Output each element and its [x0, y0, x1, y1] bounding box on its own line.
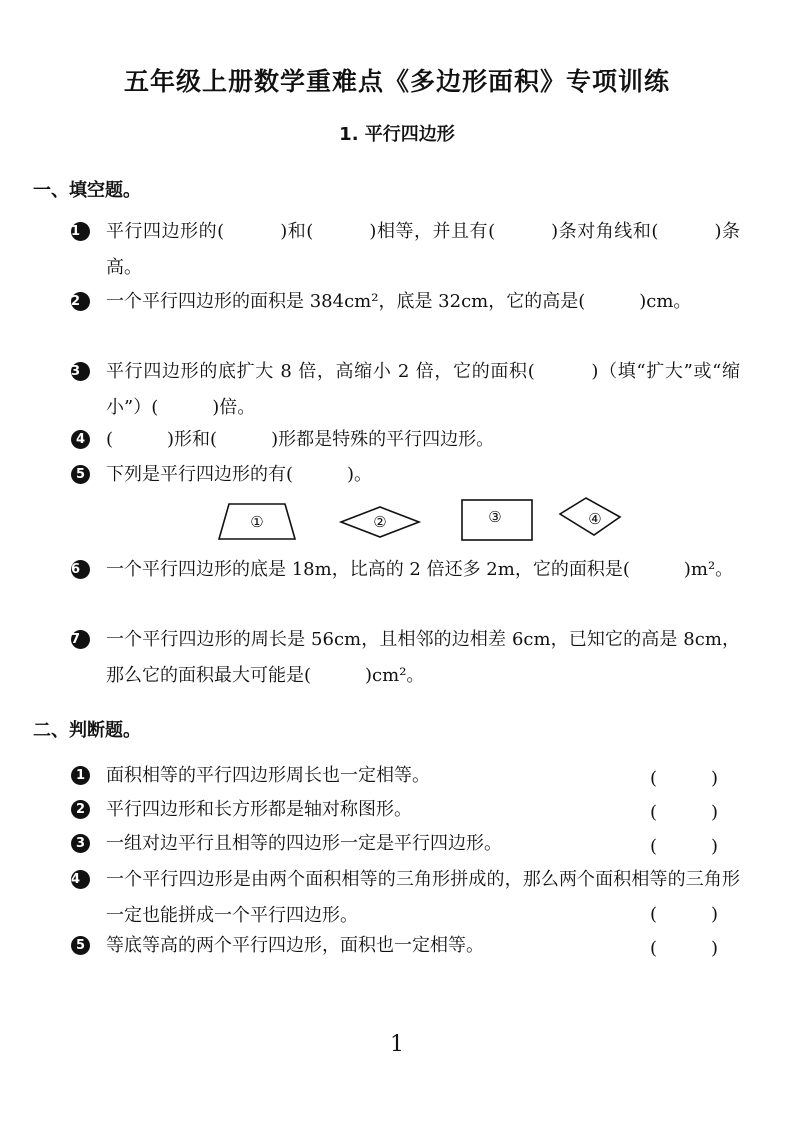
- answer-paren-2[interactable]: ( ): [650, 802, 719, 823]
- section-heading-fill-in: 一、填空题。: [33, 180, 141, 201]
- shape-label-1: ①: [250, 513, 264, 531]
- question-text: 一个平行四边形是由两个面积相等的三角形拼成的，那么两个面积相等的三角形一定也能拼成一个平行四边形。: [106, 869, 740, 926]
- question-text: ( )形和( )形都是特殊的平行四边形。: [106, 429, 495, 450]
- judge-question-3: [76, 826, 740, 862]
- section-heading-judgment: 二、判断题。: [33, 720, 141, 741]
- question-number: 2: [71, 800, 90, 819]
- judge-question-5: [76, 928, 740, 964]
- fill-question-5: [76, 457, 740, 493]
- question-number: 3: [71, 362, 90, 381]
- question-number: 2: [71, 292, 90, 311]
- question-number: 1: [71, 222, 90, 241]
- shape-drawings: [215, 494, 635, 554]
- question-number: 3: [71, 834, 90, 853]
- fill-question-1: [71, 214, 740, 286]
- page-title: 五年级上册数学重难点《多边形面积》专项训练: [123, 67, 670, 96]
- answer-paren-5[interactable]: ( ): [650, 938, 719, 959]
- question-text: 面积相等的平行四边形周长也一定相等。: [106, 765, 430, 786]
- shape-label-2: ②: [373, 513, 387, 531]
- question-number: 5: [71, 465, 90, 484]
- answer-paren-4[interactable]: ( ): [650, 904, 719, 925]
- question-text: 一个平行四边形的面积是 384cm²，底是 32cm，它的高是( )cm。: [106, 291, 692, 312]
- question-text: 平行四边形的( )和( )相等，并且有( )条对角线和( )条高。: [106, 221, 740, 278]
- question-text: 平行四边形的底扩大 8 倍，高缩小 2 倍，它的面积( )（填“扩大”或“缩小”）( )倍。: [106, 361, 740, 418]
- shape-label-4: ④: [588, 510, 602, 528]
- question-number: 5: [71, 936, 90, 955]
- question-number: 4: [71, 870, 90, 889]
- answer-paren-3[interactable]: ( ): [650, 836, 719, 857]
- question-text: 一组对边平行且相等的四边形一定是平行四边形。: [106, 833, 502, 854]
- shape-label-3: ③: [488, 508, 502, 526]
- question-text: 平行四边形和长方形都是轴对称图形。: [106, 799, 412, 820]
- question-number: 4: [71, 430, 90, 449]
- page-subtitle: 1. 平行四边形: [339, 124, 455, 145]
- answer-paren-1[interactable]: ( ): [650, 768, 719, 789]
- judge-question-1: [76, 758, 740, 794]
- question-text: 等底等高的两个平行四边形，面积也一定相等。: [106, 935, 484, 956]
- fill-question-4: [76, 422, 740, 458]
- judge-question-2: [76, 792, 740, 828]
- fill-question-6: [71, 552, 740, 588]
- question-number: 1: [71, 766, 90, 785]
- question-text: 一个平行四边形的底是 18m，比高的 2 倍还多 2m，它的面积是( )m²。: [106, 559, 734, 580]
- question-text: 下列是平行四边形的有( )。: [106, 464, 373, 485]
- question-number: 6: [71, 560, 90, 579]
- fill-question-2: [71, 284, 740, 320]
- shape-options: [215, 494, 635, 554]
- fill-question-3: [71, 354, 740, 426]
- page-number: 1: [390, 1032, 404, 1057]
- question-number: 7: [71, 630, 90, 649]
- judge-question-4: [71, 862, 740, 934]
- question-text: 一个平行四边形的周长是 56cm，且相邻的边相差 6cm，已知它的高是 8cm，那么它的面积最大可能是( )cm²。: [106, 629, 740, 686]
- fill-question-7: [71, 622, 740, 694]
